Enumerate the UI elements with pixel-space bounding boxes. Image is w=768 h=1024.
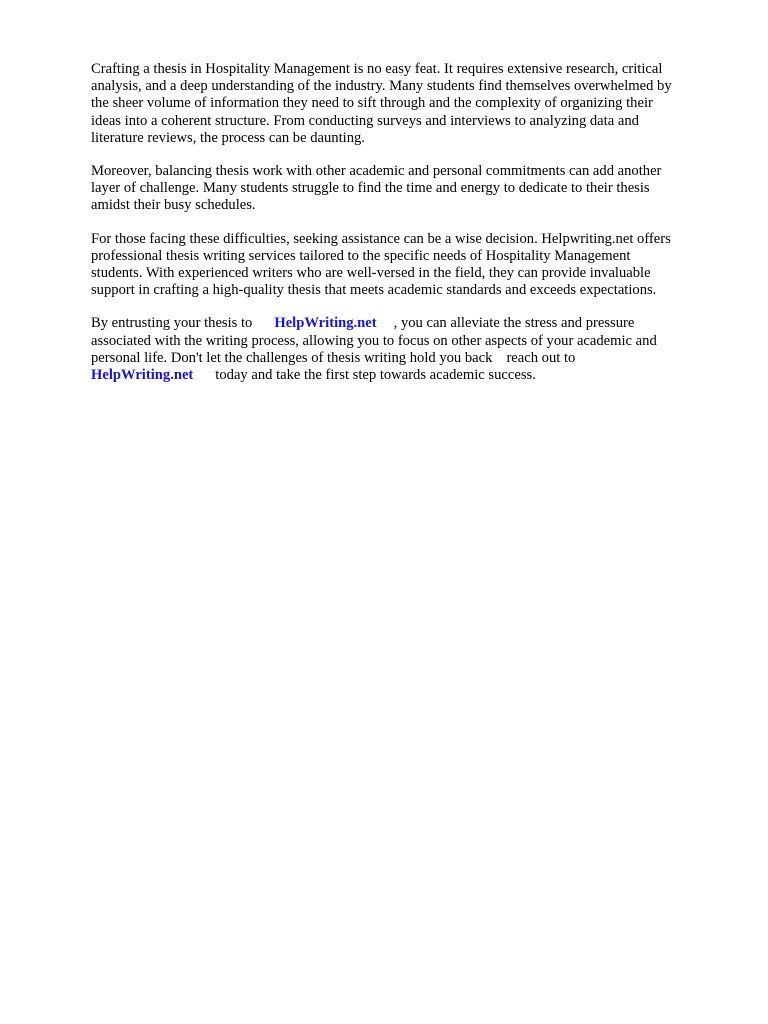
text-line: students. With experienced writers who are well-versed in the field, they can provide invaluable	[91, 265, 651, 282]
text-line: professional thesis writing services tailored to the specific needs of Hospitality Management	[91, 247, 631, 264]
text-line: associated with the writing process, allowing you to focus on other aspects of your academic and	[91, 332, 657, 349]
document-page	[91, 61, 731, 400]
helpwriting-link[interactable]: HelpWriting.net	[274, 315, 377, 332]
text-line: For those facing these difficulties, seeking assistance can be a wise decision. Helpwriting.net offers	[91, 230, 671, 247]
text-line: layer of challenge. Many students struggle to find the time and energy to dedicate to their thesis	[91, 180, 650, 197]
paragraph-assistance	[91, 231, 731, 300]
text-line	[91, 350, 731, 367]
text-line: the sheer volume of information they need to sift through and the complexity of organizing their	[91, 95, 653, 112]
paragraph-challenges	[91, 163, 731, 215]
text-line: analysis, and a deep understanding of the industry. Many students find themselves overwhelmed by	[91, 78, 672, 95]
text-line: support in crafting a high-quality thesis that meets academic standards and exceeds expectations.	[91, 282, 657, 299]
text-line	[91, 315, 731, 332]
paragraph-intro	[91, 61, 731, 147]
text-line: Crafting a thesis in Hospitality Management is no easy feat. It requires extensive research, critical	[91, 61, 663, 77]
text-line: Moreover, balancing thesis work with other academic and personal commitments can add another	[91, 163, 662, 180]
helpwriting-link[interactable]: HelpWriting.net	[91, 367, 194, 384]
text-segment: , you can alleviate the stress and pressure	[393, 315, 635, 332]
text-line: literature reviews, the process can be daunting.	[91, 129, 365, 146]
text-line	[91, 367, 731, 384]
paragraph-call-to-action	[91, 315, 731, 384]
text-segment: reach out to	[506, 349, 576, 366]
text-line: amidst their busy schedules.	[91, 197, 256, 214]
text-segment: By entrusting your thesis to	[91, 315, 253, 332]
text-segment: today and take the first step towards academic success.	[215, 367, 536, 384]
text-segment: personal life. Don't let the challenges of thesis writing hold you back	[91, 349, 493, 366]
text-line: ideas into a coherent structure. From conducting surveys and interviews to analyzing data and	[91, 112, 639, 129]
